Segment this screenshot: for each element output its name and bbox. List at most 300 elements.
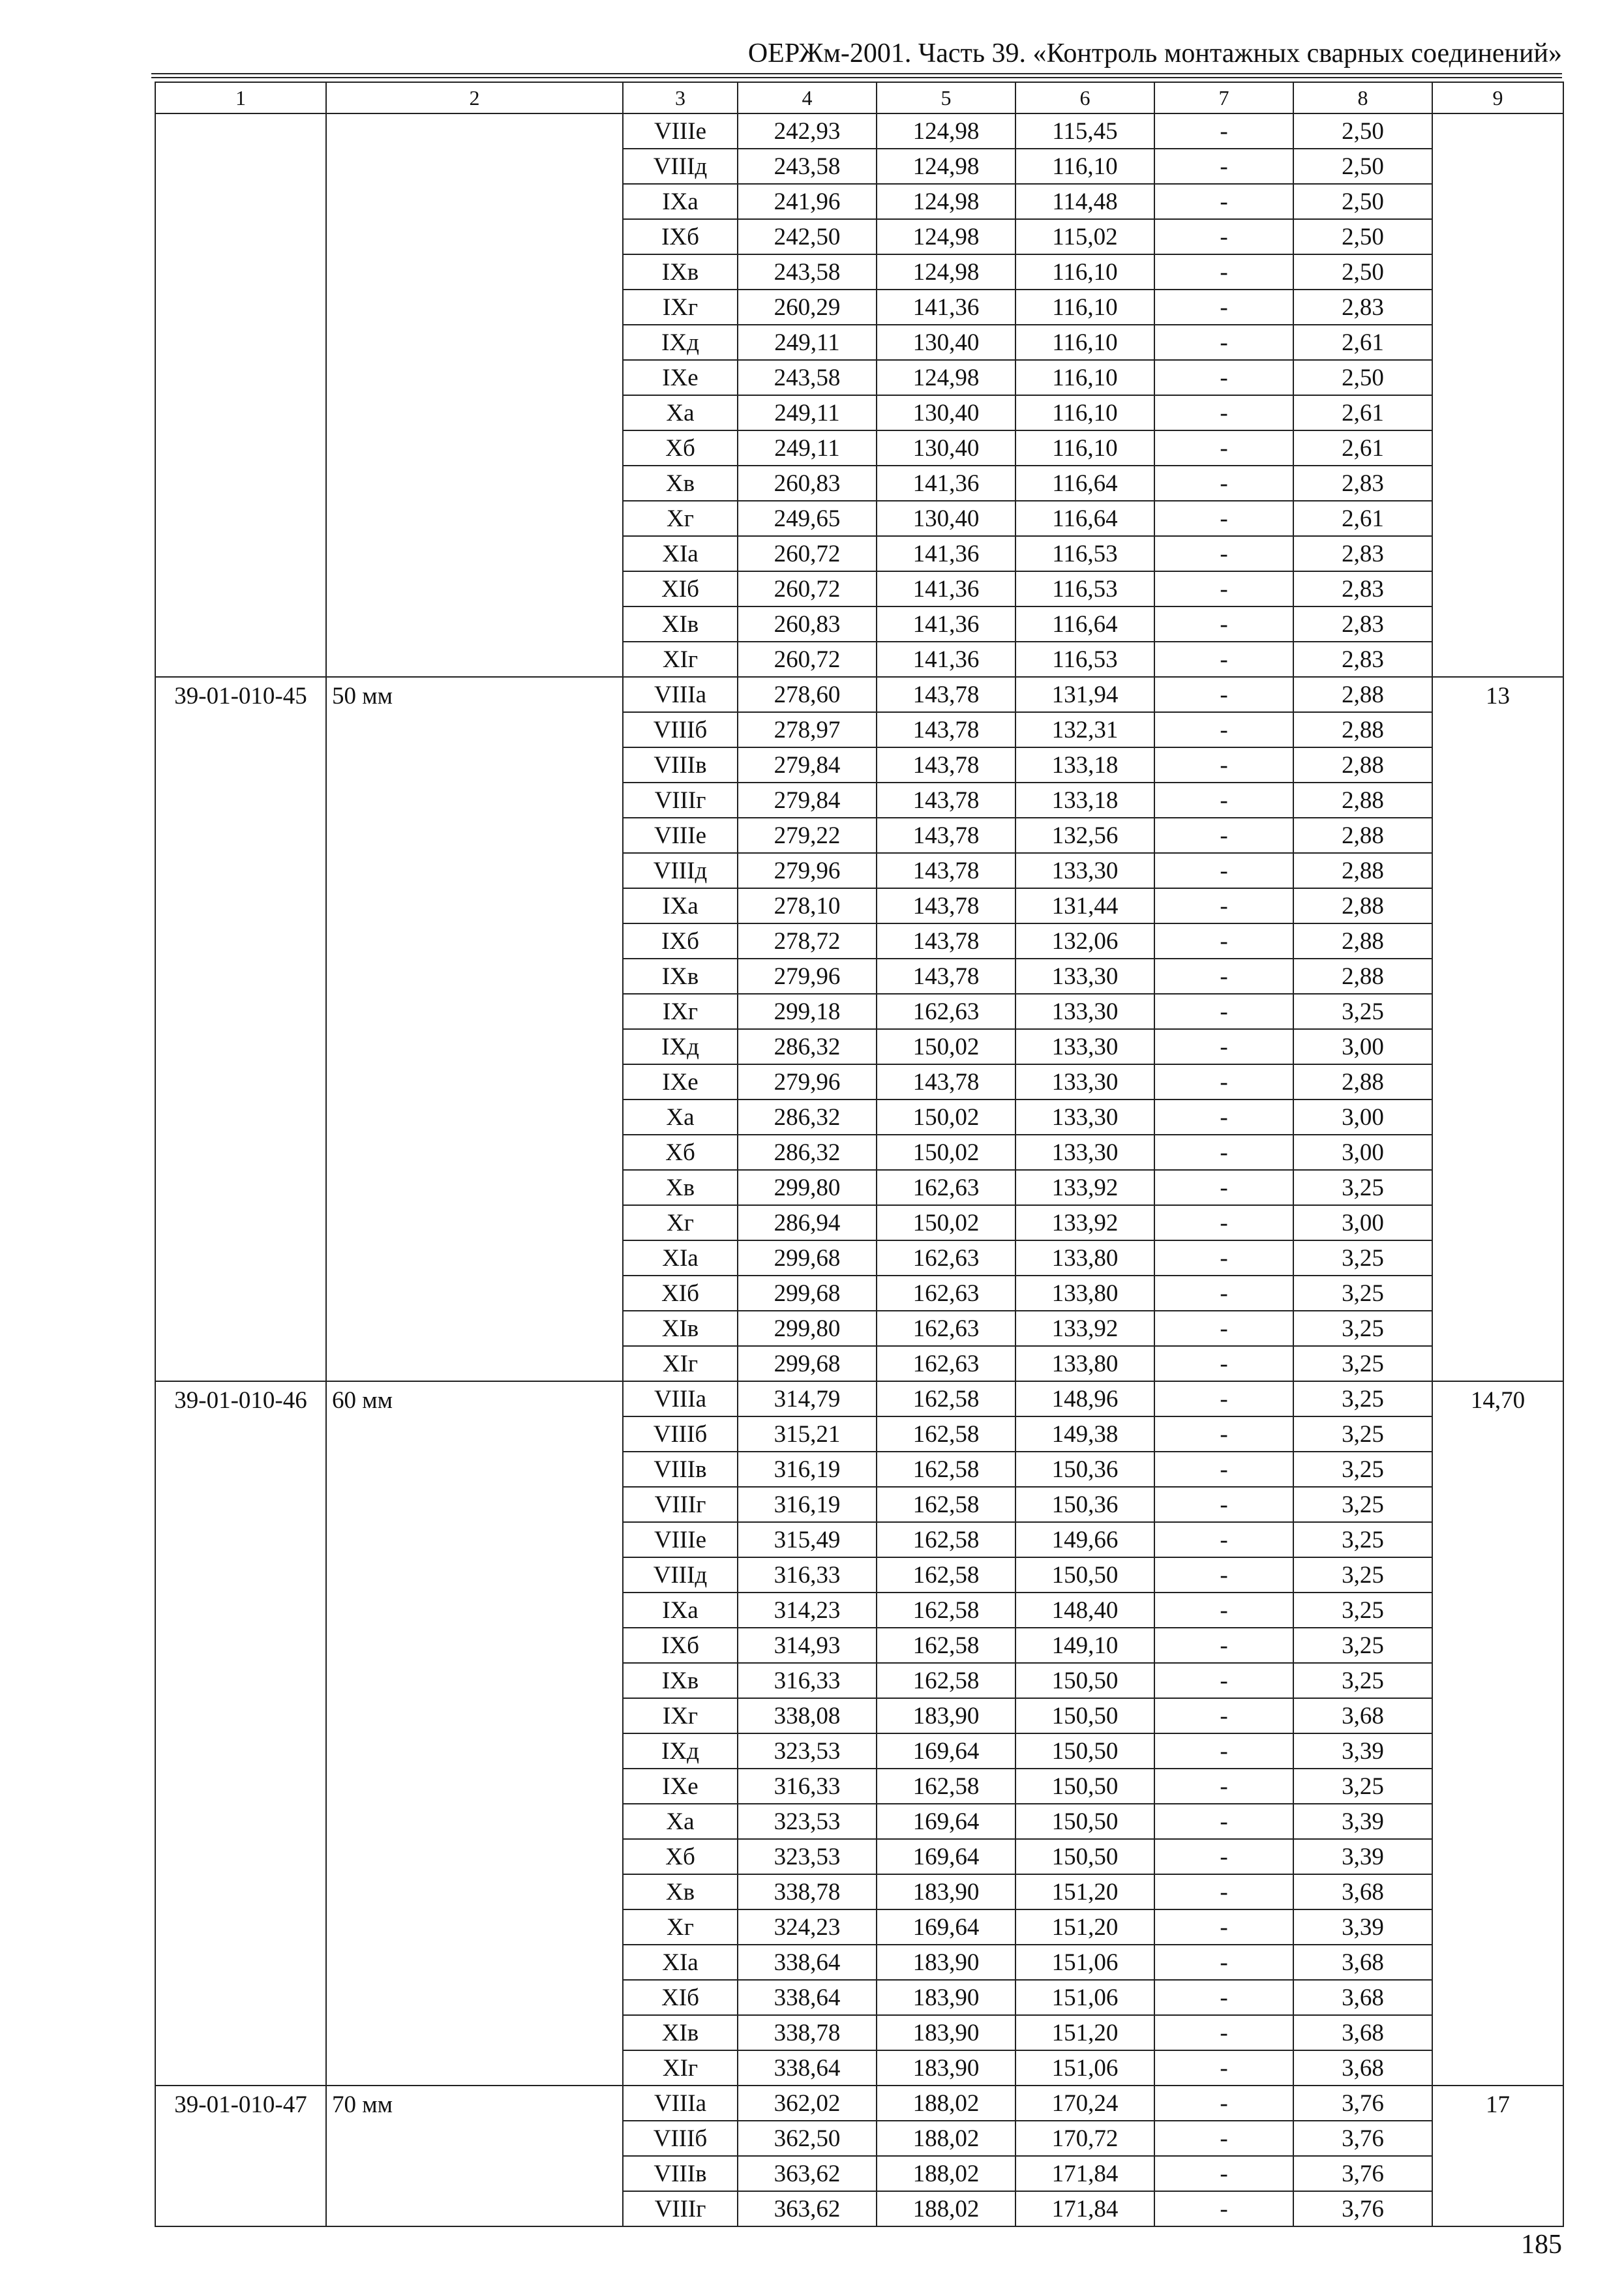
total-cost-cell: 286,32 xyxy=(738,1135,877,1170)
labor-hours-cell: 3,25 xyxy=(1293,1311,1432,1346)
machine-cost-cell: 151,06 xyxy=(1015,2050,1154,2086)
labor-hours-cell: 3,00 xyxy=(1293,1029,1432,1064)
materials-cell: - xyxy=(1154,1135,1293,1170)
materials-cell: - xyxy=(1154,1311,1293,1346)
labor-cost-cell: 162,63 xyxy=(877,1240,1015,1276)
labor-hours-cell: 3,25 xyxy=(1293,1240,1432,1276)
total-cost-cell: 278,60 xyxy=(738,677,877,712)
machine-cost-cell: 116,64 xyxy=(1015,606,1154,642)
labor-hours-cell: 2,50 xyxy=(1293,219,1432,254)
machine-cost-cell: 116,64 xyxy=(1015,466,1154,501)
labor-hours-cell: 2,88 xyxy=(1293,888,1432,923)
labor-cost-cell: 141,36 xyxy=(877,290,1015,325)
category-cell: VIIIд xyxy=(623,149,738,184)
labor-cost-cell: 162,58 xyxy=(877,1416,1015,1452)
labor-hours-cell: 3,25 xyxy=(1293,1276,1432,1311)
category-cell: XIв xyxy=(623,606,738,642)
labor-cost-cell: 143,78 xyxy=(877,888,1015,923)
machine-cost-cell: 133,92 xyxy=(1015,1311,1154,1346)
category-cell: IXг xyxy=(623,1698,738,1733)
total-cost-cell: 279,84 xyxy=(738,783,877,818)
column-number: 9 xyxy=(1432,82,1563,113)
labor-hours-cell: 2,88 xyxy=(1293,1064,1432,1100)
materials-cell: - xyxy=(1154,2015,1293,2050)
materials-cell: - xyxy=(1154,2156,1293,2191)
labor-hours-cell: 2,88 xyxy=(1293,677,1432,712)
labor-cost-cell: 188,02 xyxy=(877,2121,1015,2156)
labor-hours-cell: 3,25 xyxy=(1293,1663,1432,1698)
total-cost-cell: 278,10 xyxy=(738,888,877,923)
column-number: 1 xyxy=(155,82,326,113)
total-cost-cell: 279,96 xyxy=(738,853,877,888)
machine-cost-cell: 131,44 xyxy=(1015,888,1154,923)
labor-cost-cell: 162,63 xyxy=(877,1170,1015,1205)
labor-cost-cell: 150,02 xyxy=(877,1029,1015,1064)
machine-cost-cell: 150,50 xyxy=(1015,1663,1154,1698)
labor-cost-cell: 162,63 xyxy=(877,1276,1015,1311)
machine-cost-cell: 150,50 xyxy=(1015,1804,1154,1839)
labor-hours-cell: 3,25 xyxy=(1293,1416,1432,1452)
materials-cell: - xyxy=(1154,466,1293,501)
total-cost-cell: 363,62 xyxy=(738,2156,877,2191)
column-number: 4 xyxy=(738,82,877,113)
labor-cost-cell: 130,40 xyxy=(877,395,1015,430)
labor-hours-cell: 2,50 xyxy=(1293,184,1432,219)
materials-cell: - xyxy=(1154,1064,1293,1100)
materials-cell: - xyxy=(1154,853,1293,888)
labor-hours-cell: 2,50 xyxy=(1293,254,1432,290)
category-cell: XIг xyxy=(623,2050,738,2086)
machine-cost-cell: 133,80 xyxy=(1015,1346,1154,1381)
labor-hours-cell: 2,88 xyxy=(1293,712,1432,747)
category-cell: VIIIа xyxy=(623,2086,738,2121)
category-cell: VIIIг xyxy=(623,783,738,818)
total-cost-cell: 260,72 xyxy=(738,571,877,606)
category-cell: VIIIв xyxy=(623,2156,738,2191)
header-rule-double xyxy=(151,77,1562,78)
total-cost-cell: 315,49 xyxy=(738,1522,877,1557)
materials-cell: - xyxy=(1154,2121,1293,2156)
materials-cell: - xyxy=(1154,1733,1293,1769)
total-cost-cell: 278,72 xyxy=(738,923,877,959)
total-cost-cell: 314,93 xyxy=(738,1628,877,1663)
category-cell: Xв xyxy=(623,1170,738,1205)
category-cell: Xб xyxy=(623,1135,738,1170)
materials-cell: - xyxy=(1154,1170,1293,1205)
total-cost-cell: 299,68 xyxy=(738,1346,877,1381)
category-cell: XIа xyxy=(623,536,738,571)
thickness-cell: 50 мм xyxy=(326,677,623,1381)
total-cost-cell: 243,58 xyxy=(738,254,877,290)
category-cell: XIб xyxy=(623,1276,738,1311)
category-cell: Xв xyxy=(623,466,738,501)
materials-cell: - xyxy=(1154,1628,1293,1663)
machine-cost-cell: 149,38 xyxy=(1015,1416,1154,1452)
labor-hours-cell: 2,83 xyxy=(1293,606,1432,642)
column-number: 8 xyxy=(1293,82,1432,113)
labor-cost-cell: 169,64 xyxy=(877,1733,1015,1769)
labor-cost-cell: 124,98 xyxy=(877,113,1015,149)
category-cell: XIв xyxy=(623,2015,738,2050)
materials-cell: - xyxy=(1154,1980,1293,2015)
machine-cost-cell: 115,45 xyxy=(1015,113,1154,149)
total-cost-cell: 249,11 xyxy=(738,430,877,466)
total-cost-cell: 260,72 xyxy=(738,642,877,677)
total-cost-cell: 299,18 xyxy=(738,994,877,1029)
labor-hours-cell: 2,50 xyxy=(1293,113,1432,149)
column-number: 3 xyxy=(623,82,738,113)
thickness-cell xyxy=(326,113,623,677)
labor-hours-cell: 2,83 xyxy=(1293,571,1432,606)
labor-cost-cell: 162,58 xyxy=(877,1557,1015,1593)
labor-hours-cell: 2,61 xyxy=(1293,501,1432,536)
category-cell: Xг xyxy=(623,1909,738,1945)
labor-cost-cell: 130,40 xyxy=(877,501,1015,536)
machine-cost-cell: 116,10 xyxy=(1015,325,1154,360)
machine-cost-cell: 151,20 xyxy=(1015,1874,1154,1909)
materials-cell: - xyxy=(1154,2086,1293,2121)
labor-hours-cell: 2,50 xyxy=(1293,149,1432,184)
materials-cell: - xyxy=(1154,430,1293,466)
materials-cell: - xyxy=(1154,254,1293,290)
labor-cost-cell: 183,90 xyxy=(877,2050,1015,2086)
rate-code-cell: 39-01-010-46 xyxy=(155,1381,326,2086)
category-cell: IXд xyxy=(623,325,738,360)
category-cell: VIIIд xyxy=(623,853,738,888)
total-cost-cell: 260,83 xyxy=(738,606,877,642)
rates-table xyxy=(155,82,1564,2227)
labor-hours-cell: 3,68 xyxy=(1293,1698,1432,1733)
table-row xyxy=(155,677,1563,712)
materials-cell: - xyxy=(1154,113,1293,149)
labor-hours-cell: 3,68 xyxy=(1293,2050,1432,2086)
total-cost-cell: 362,02 xyxy=(738,2086,877,2121)
category-cell: XIб xyxy=(623,1980,738,2015)
labor-hours-cell: 3,25 xyxy=(1293,1170,1432,1205)
machine-cost-cell: 132,31 xyxy=(1015,712,1154,747)
total-cost-cell: 286,94 xyxy=(738,1205,877,1240)
total-cost-cell: 286,32 xyxy=(738,1029,877,1064)
category-cell: IXа xyxy=(623,1593,738,1628)
category-cell: VIIIб xyxy=(623,1416,738,1452)
materials-cell: - xyxy=(1154,1276,1293,1311)
labor-cost-cell: 124,98 xyxy=(877,149,1015,184)
total-cost-cell: 299,68 xyxy=(738,1276,877,1311)
materials-cell: - xyxy=(1154,325,1293,360)
total-cost-cell: 299,80 xyxy=(738,1311,877,1346)
category-cell: IXг xyxy=(623,994,738,1029)
total-cost-cell: 338,64 xyxy=(738,2050,877,2086)
labor-hours-cell: 2,83 xyxy=(1293,642,1432,677)
labor-cost-cell: 169,64 xyxy=(877,1909,1015,1945)
category-cell: Xг xyxy=(623,501,738,536)
labor-hours-cell: 3,76 xyxy=(1293,2086,1432,2121)
total-cost-cell: 260,29 xyxy=(738,290,877,325)
machine-cost-cell: 150,50 xyxy=(1015,1769,1154,1804)
labor-cost-cell: 143,78 xyxy=(877,959,1015,994)
materials-cell: - xyxy=(1154,1346,1293,1381)
rate-code-cell: 39-01-010-45 xyxy=(155,677,326,1381)
category-cell: VIIIг xyxy=(623,2191,738,2226)
labor-cost-cell: 162,58 xyxy=(877,1381,1015,1416)
machine-cost-cell: 133,30 xyxy=(1015,1029,1154,1064)
labor-cost-cell: 183,90 xyxy=(877,1874,1015,1909)
labor-cost-cell: 162,58 xyxy=(877,1487,1015,1522)
materials-cell: - xyxy=(1154,1522,1293,1557)
machine-cost-cell: 116,53 xyxy=(1015,536,1154,571)
labor-hours-cell: 3,68 xyxy=(1293,1874,1432,1909)
machine-cost-cell: 148,40 xyxy=(1015,1593,1154,1628)
machine-cost-cell: 150,50 xyxy=(1015,1839,1154,1874)
category-cell: IXе xyxy=(623,1064,738,1100)
category-cell: Xб xyxy=(623,1839,738,1874)
labor-cost-cell: 130,40 xyxy=(877,325,1015,360)
machine-cost-cell: 116,10 xyxy=(1015,290,1154,325)
labor-cost-cell: 188,02 xyxy=(877,2156,1015,2191)
materials-cell: - xyxy=(1154,1205,1293,1240)
total-cost-cell: 314,23 xyxy=(738,1593,877,1628)
total-cost-cell: 324,23 xyxy=(738,1909,877,1945)
total-cost-cell: 316,33 xyxy=(738,1769,877,1804)
labor-cost-cell: 143,78 xyxy=(877,783,1015,818)
category-cell: IXб xyxy=(623,923,738,959)
machine-cost-cell: 133,30 xyxy=(1015,853,1154,888)
materials-cell: - xyxy=(1154,712,1293,747)
materials-cell: - xyxy=(1154,1663,1293,1698)
materials-cell: - xyxy=(1154,184,1293,219)
labor-hours-cell: 3,00 xyxy=(1293,1100,1432,1135)
labor-hours-cell: 3,25 xyxy=(1293,1628,1432,1663)
category-cell: VIIIе xyxy=(623,818,738,853)
labor-hours-cell: 3,39 xyxy=(1293,1839,1432,1874)
labor-hours-cell: 3,39 xyxy=(1293,1733,1432,1769)
labor-hours-cell: 2,88 xyxy=(1293,747,1432,783)
labor-cost-cell: 162,63 xyxy=(877,994,1015,1029)
machine-cost-cell: 133,30 xyxy=(1015,959,1154,994)
materials-cell: - xyxy=(1154,501,1293,536)
machine-cost-cell: 114,48 xyxy=(1015,184,1154,219)
total-cost-cell: 316,33 xyxy=(738,1557,877,1593)
total-cost-cell: 315,21 xyxy=(738,1416,877,1452)
machine-cost-cell: 171,84 xyxy=(1015,2191,1154,2226)
header-rule xyxy=(151,73,1562,74)
labor-hours-cell: 3,25 xyxy=(1293,994,1432,1029)
machine-cost-cell: 132,06 xyxy=(1015,923,1154,959)
total-cost-cell: 299,68 xyxy=(738,1240,877,1276)
labor-cost-cell: 188,02 xyxy=(877,2191,1015,2226)
category-cell: Xа xyxy=(623,395,738,430)
total-cost-cell: 241,96 xyxy=(738,184,877,219)
category-cell: VIIIв xyxy=(623,747,738,783)
machine-cost-cell: 116,64 xyxy=(1015,501,1154,536)
labor-cost-cell: 162,63 xyxy=(877,1311,1015,1346)
category-cell: VIIIв xyxy=(623,1452,738,1487)
total-cost-cell: 362,50 xyxy=(738,2121,877,2156)
total-cost-cell: 279,84 xyxy=(738,747,877,783)
table-row xyxy=(155,113,1563,149)
labor-cost-cell: 162,63 xyxy=(877,1346,1015,1381)
thickness-cell: 60 мм xyxy=(326,1381,623,2086)
total-cost-cell: 316,33 xyxy=(738,1663,877,1698)
materials-cell: - xyxy=(1154,642,1293,677)
machine-cost-cell: 116,53 xyxy=(1015,571,1154,606)
total-cost-cell: 279,22 xyxy=(738,818,877,853)
category-cell: XIа xyxy=(623,1945,738,1980)
materials-cell: - xyxy=(1154,959,1293,994)
machine-cost-cell: 133,92 xyxy=(1015,1170,1154,1205)
category-cell: VIIIб xyxy=(623,712,738,747)
rate-code-cell xyxy=(155,113,326,677)
labor-cost-cell: 130,40 xyxy=(877,430,1015,466)
machine-cost-cell: 116,10 xyxy=(1015,254,1154,290)
category-cell: IXб xyxy=(623,1628,738,1663)
labor-cost-cell: 143,78 xyxy=(877,853,1015,888)
column-number: 7 xyxy=(1154,82,1293,113)
machine-cost-cell: 133,30 xyxy=(1015,1064,1154,1100)
materials-cell: - xyxy=(1154,1698,1293,1733)
labor-hours-cell: 3,68 xyxy=(1293,1945,1432,1980)
machine-cost-cell: 150,50 xyxy=(1015,1557,1154,1593)
materials-cell: - xyxy=(1154,1945,1293,1980)
column-number: 5 xyxy=(877,82,1015,113)
total-cost-cell: 316,19 xyxy=(738,1452,877,1487)
category-cell: IXб xyxy=(623,219,738,254)
labor-cost-cell: 143,78 xyxy=(877,818,1015,853)
labor-hours-cell: 2,83 xyxy=(1293,536,1432,571)
page-header-title: ОЕРЖм-2001. Часть 39. «Контроль монтажных сварных соединений» xyxy=(747,38,1562,68)
machine-cost-cell: 116,53 xyxy=(1015,642,1154,677)
materials-cell: - xyxy=(1154,536,1293,571)
materials-cell: - xyxy=(1154,1839,1293,1874)
table-row xyxy=(155,1381,1563,1416)
page-number: 185 xyxy=(1521,2230,1562,2260)
labor-hours-cell: 3,68 xyxy=(1293,1980,1432,2015)
labor-cost-cell: 124,98 xyxy=(877,360,1015,395)
labor-hours-cell: 3,39 xyxy=(1293,1804,1432,1839)
total-cost-cell: 338,64 xyxy=(738,1945,877,1980)
total-cost-cell: 249,11 xyxy=(738,325,877,360)
materials-cell: - xyxy=(1154,395,1293,430)
total-cost-cell: 323,53 xyxy=(738,1733,877,1769)
materials-cell: - xyxy=(1154,1029,1293,1064)
category-cell: IXе xyxy=(623,360,738,395)
labor-hours-cell: 2,83 xyxy=(1293,466,1432,501)
labor-cost-cell: 124,98 xyxy=(877,184,1015,219)
materials-cell: - xyxy=(1154,360,1293,395)
category-cell: IXв xyxy=(623,1663,738,1698)
category-cell: VIIIа xyxy=(623,1381,738,1416)
labor-cost-cell: 150,02 xyxy=(877,1135,1015,1170)
labor-hours-cell: 3,25 xyxy=(1293,1769,1432,1804)
materials-cell: - xyxy=(1154,1557,1293,1593)
total-cost-cell: 260,83 xyxy=(738,466,877,501)
total-cost-cell: 279,96 xyxy=(738,959,877,994)
thickness-cell: 70 мм xyxy=(326,2086,623,2226)
labor-hours-cell: 3,00 xyxy=(1293,1205,1432,1240)
total-cost-cell: 286,32 xyxy=(738,1100,877,1135)
materials-cell: - xyxy=(1154,1769,1293,1804)
labor-hours-cell: 2,88 xyxy=(1293,959,1432,994)
labor-hours-cell: 3,76 xyxy=(1293,2191,1432,2226)
machine-cost-cell: 151,06 xyxy=(1015,1980,1154,2015)
machine-cost-cell: 133,30 xyxy=(1015,1100,1154,1135)
labor-cost-cell: 141,36 xyxy=(877,606,1015,642)
category-cell: Xб xyxy=(623,430,738,466)
labor-hours-cell: 2,88 xyxy=(1293,923,1432,959)
total-cost-cell: 260,72 xyxy=(738,536,877,571)
total-cell: 13 xyxy=(1432,677,1563,1381)
total-cost-cell: 249,11 xyxy=(738,395,877,430)
machine-cost-cell: 171,84 xyxy=(1015,2156,1154,2191)
labor-hours-cell: 3,00 xyxy=(1293,1135,1432,1170)
total-cost-cell: 243,58 xyxy=(738,149,877,184)
materials-cell: - xyxy=(1154,1100,1293,1135)
category-cell: VIIIа xyxy=(623,677,738,712)
labor-hours-cell: 2,61 xyxy=(1293,395,1432,430)
machine-cost-cell: 170,24 xyxy=(1015,2086,1154,2121)
category-cell: XIг xyxy=(623,642,738,677)
materials-cell: - xyxy=(1154,1909,1293,1945)
total-cost-cell: 242,50 xyxy=(738,219,877,254)
labor-hours-cell: 2,50 xyxy=(1293,360,1432,395)
category-cell: IXв xyxy=(623,254,738,290)
labor-cost-cell: 143,78 xyxy=(877,923,1015,959)
machine-cost-cell: 170,72 xyxy=(1015,2121,1154,2156)
labor-hours-cell: 3,25 xyxy=(1293,1487,1432,1522)
labor-hours-cell: 3,25 xyxy=(1293,1522,1432,1557)
materials-cell: - xyxy=(1154,677,1293,712)
materials-cell: - xyxy=(1154,888,1293,923)
labor-cost-cell: 141,36 xyxy=(877,642,1015,677)
category-cell: Xг xyxy=(623,1205,738,1240)
labor-cost-cell: 183,90 xyxy=(877,1698,1015,1733)
category-cell: IXд xyxy=(623,1029,738,1064)
category-cell: XIа xyxy=(623,1240,738,1276)
labor-hours-cell: 2,61 xyxy=(1293,325,1432,360)
machine-cost-cell: 150,50 xyxy=(1015,1733,1154,1769)
machine-cost-cell: 133,80 xyxy=(1015,1276,1154,1311)
labor-cost-cell: 188,02 xyxy=(877,2086,1015,2121)
labor-hours-cell: 2,88 xyxy=(1293,853,1432,888)
total-cost-cell: 316,19 xyxy=(738,1487,877,1522)
materials-cell: - xyxy=(1154,290,1293,325)
labor-cost-cell: 124,98 xyxy=(877,254,1015,290)
total-cost-cell: 243,58 xyxy=(738,360,877,395)
total-cost-cell: 338,08 xyxy=(738,1698,877,1733)
machine-cost-cell: 116,10 xyxy=(1015,149,1154,184)
category-cell: IXг xyxy=(623,290,738,325)
labor-cost-cell: 143,78 xyxy=(877,747,1015,783)
labor-cost-cell: 162,58 xyxy=(877,1769,1015,1804)
total-cost-cell: 338,64 xyxy=(738,1980,877,2015)
category-cell: IXа xyxy=(623,184,738,219)
category-cell: VIIIд xyxy=(623,1557,738,1593)
materials-cell: - xyxy=(1154,818,1293,853)
machine-cost-cell: 116,10 xyxy=(1015,360,1154,395)
category-cell: VIIIе xyxy=(623,113,738,149)
machine-cost-cell: 151,20 xyxy=(1015,2015,1154,2050)
machine-cost-cell: 150,50 xyxy=(1015,1698,1154,1733)
machine-cost-cell: 148,96 xyxy=(1015,1381,1154,1416)
materials-cell: - xyxy=(1154,1452,1293,1487)
category-cell: IXе xyxy=(623,1769,738,1804)
labor-cost-cell: 143,78 xyxy=(877,1064,1015,1100)
total-cost-cell: 249,65 xyxy=(738,501,877,536)
labor-cost-cell: 162,58 xyxy=(877,1663,1015,1698)
materials-cell: - xyxy=(1154,1416,1293,1452)
category-cell: IXв xyxy=(623,959,738,994)
machine-cost-cell: 150,36 xyxy=(1015,1487,1154,1522)
